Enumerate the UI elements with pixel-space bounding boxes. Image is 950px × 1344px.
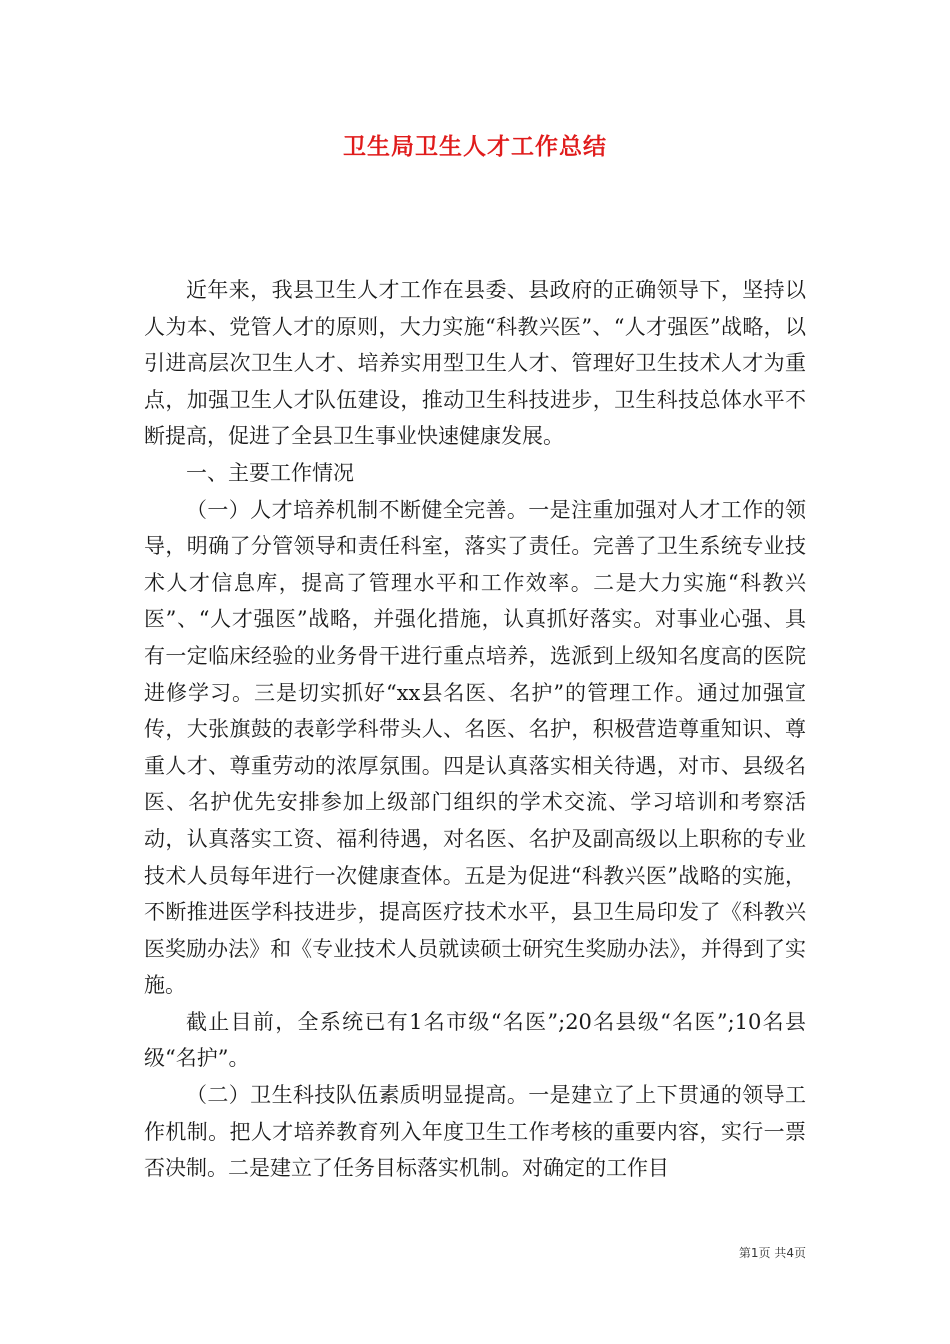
document-body bbox=[144, 272, 806, 1187]
paragraph-talent-mechanism: （一）人才培养机制不断健全完善。一是注重加强对人才工作的领导，明确了分管领导和责任科室，落实了责任。完善了卫生系统专业技术人才信息库，提高了管理水平和工作效率。二是大力实施“科教兴医”、“人才强医”战略，并强化措施，认真抓好落实。对事业心强、具有一定临床经验的业务骨干进行重点培养，选派到上级知名度高的医院进修学习。三是切实抓好“xx县名医、名护”的管理工作。通过加强宣传，大张旗鼓的表彰学科带头人、名医、名护，积极营造尊重知识、尊重人才、尊重劳动的浓厚氛围。四是认真落实相关待遇，对市、县级名医、名护优先安排参加上级部门组织的学术交流、学习培训和考察活动，认真落实工资、福利待遇，对名医、名护及副高级以上职称的专业技术人员每年进行一次健康查体。五是为促进“科教兴医”战略的实施，不断推进医学科技进步，提高医疗技术水平，县卫生局印发了《科教兴医奖励办法》和《专业技术人员就读硕士研究生奖励办法》，并得到了实施。 bbox=[144, 497, 806, 998]
document-title: 卫生局卫生人才工作总结 bbox=[343, 133, 607, 160]
paragraph-team-quality: （二）卫生科技队伍素质明显提高。一是建立了上下贯通的领导工作机制。把人才培养教育列入年度卫生工作考核的重要内容，实行一票否决制。二是建立了任务目标落实机制。对确定的工作目 bbox=[144, 1083, 806, 1181]
paragraph-statistics: 截止目前，全系统已有1名市级“名医”;20名县级“名医”;10名县级“名护”。 bbox=[144, 1009, 806, 1071]
section-heading-main-work: 一、主要工作情况 bbox=[186, 460, 354, 485]
paragraph-intro: 近年来，我县卫生人才工作在县委、县政府的正确领导下，坚持以人为本、党管人才的原则，大力实施“科教兴医”、“人才强医”战略，以引进高层次卫生人才、培养实用型卫生人才、管理好卫生技术人才为重点，加强卫生人才队伍建设，推动卫生科技进步，卫生科技总体水平不断提高，促进了全县卫生事业快速健康发展。 bbox=[144, 278, 806, 449]
page-number-footer: 第1页 共4页 bbox=[738, 1246, 806, 1260]
